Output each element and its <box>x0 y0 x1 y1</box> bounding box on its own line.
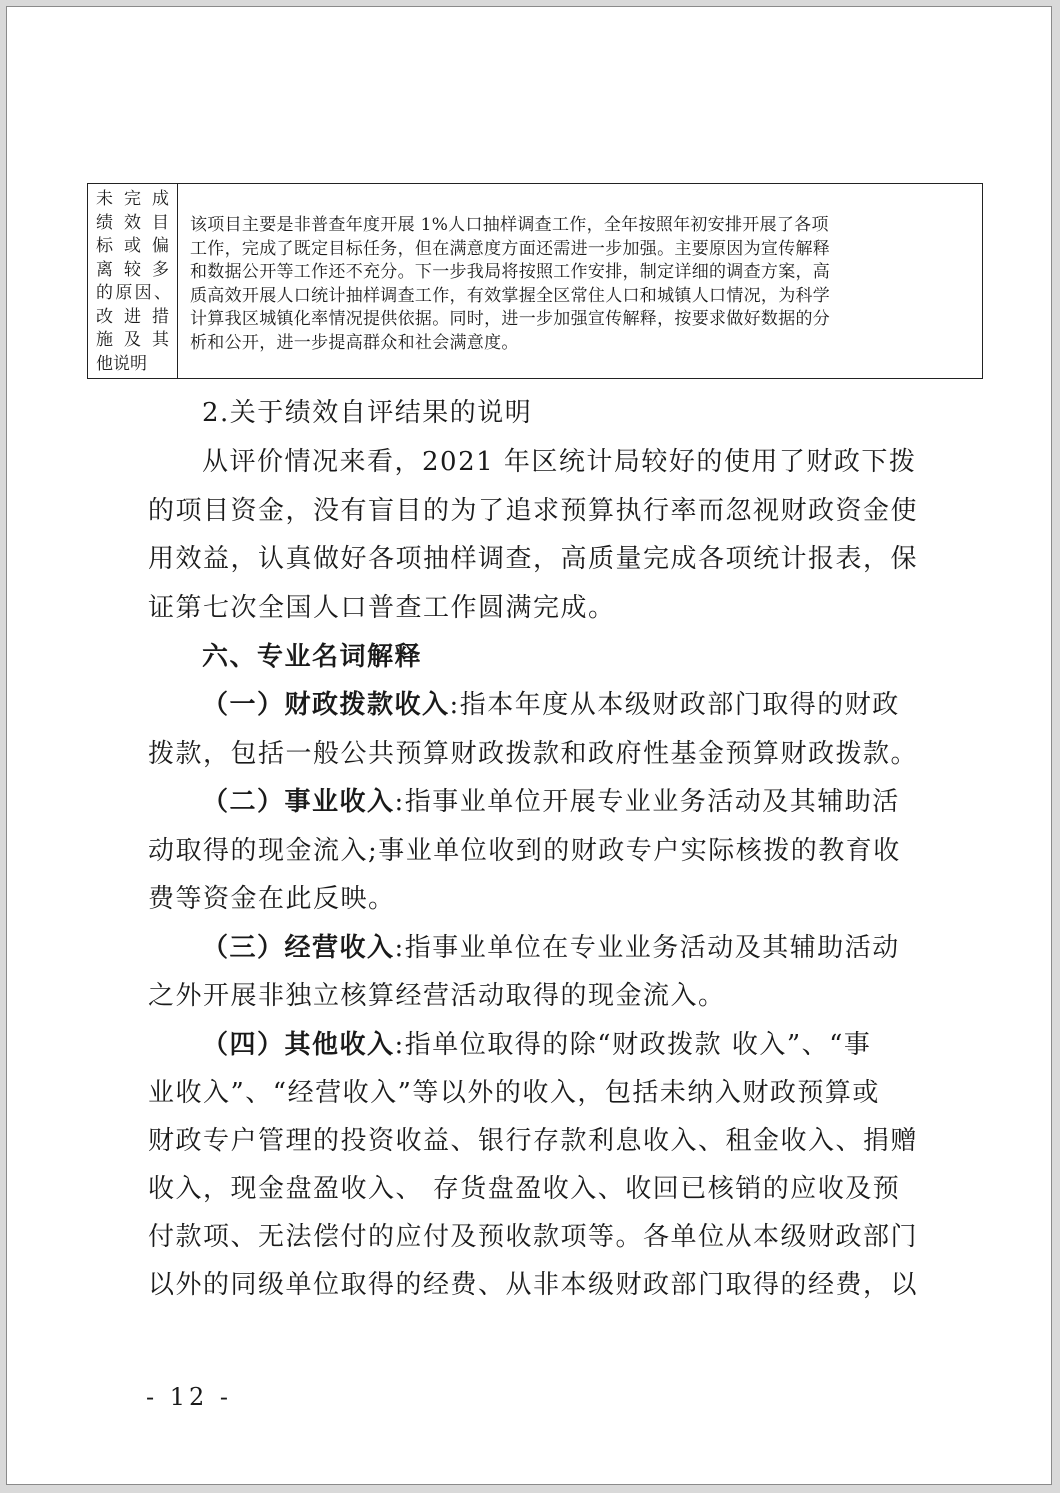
label-line: 施及其 <box>96 330 171 350</box>
definition-line <box>202 1024 871 1061</box>
definition-text: :指事业单位在专业业务活动及其辅助活动 <box>394 933 900 963</box>
paragraph-line: 从评价情况来看，2021 年区统计局较好的使用了财政下拨 <box>202 447 917 477</box>
definition-term: （四）其他收入 <box>202 1030 395 1060</box>
content-line: 工作，完成了既定目标任务，但在满意度方面还需进一步加强。主要原因为宣传解释 <box>190 238 831 259</box>
label-line: 绩效目 <box>96 212 171 233</box>
paragraph-line: 业收入”、“经营收入”等以外的收入，包括未纳入财政预算或 <box>148 1078 880 1108</box>
definition-text: :指事业单位开展专业业务活动及其辅助活 <box>394 787 900 817</box>
paragraph-line: 之外开展非独立核算经营活动取得的现金流入。 <box>148 981 726 1011</box>
definition-line <box>202 684 900 721</box>
explanation-table <box>87 183 983 379</box>
paragraph-line: 以外的同级单位取得的经费、从非本级财政部门取得的经费，以 <box>148 1270 919 1300</box>
content-line: 质高效开展人口统计抽样调查工作，有效掌握全区常住人口和城镇人口情况，为科学 <box>190 285 831 306</box>
page-number: - 12 - <box>146 1383 233 1411</box>
label-line: 他说明 <box>96 353 147 374</box>
label-line: 改进措 <box>96 306 171 327</box>
label-line: 标或偏 <box>96 236 171 256</box>
content-line: 该项目主要是非普查年度开展 1%人口抽样调查工作，全年按照年初安排开展了各项 <box>190 215 829 235</box>
definition-term: （二）事业收入 <box>202 787 395 817</box>
definition-text: :指本年度从本级财政部门取得的财政 <box>449 690 900 720</box>
content-line: 和数据公开等工作还不充分。下一步我局将按照工作安排，制定详细的调查方案，高 <box>190 262 831 282</box>
table-content-cell <box>178 184 982 378</box>
paragraph-line: 证第七次全国人口普查工作圆满完成。 <box>148 593 616 623</box>
paragraph-line: 动取得的现金流入;事业单位收到的财政专户实际核拨的教育收 <box>148 836 901 866</box>
paragraph-line: 拨款，包括一般公共预算财政拨款和政府性基金预算财政拨款。 <box>148 739 919 769</box>
paragraph-line: 财政专户管理的投资收益、银行存款利息收入、租金收入、捐赠 <box>148 1126 919 1156</box>
label-line: 离较多 <box>96 259 171 280</box>
table-label-cell <box>88 184 178 378</box>
paragraph-line: 的项目资金，没有盲目的为了追求预算执行率而忽视财政资金使 <box>148 496 919 526</box>
definition-text: :指单位取得的除“财政拨款 收入”、“事 <box>394 1030 872 1060</box>
paragraph-line: 用效益，认真做好各项抽样调查，高质量完成各项统计报表，保 <box>148 544 919 574</box>
paragraph-line: 付款项、无法偿付的应付及预收款项等。各单位从本级财政部门 <box>148 1222 919 1252</box>
paragraph-line: 费等资金在此反映。 <box>148 884 396 914</box>
content-line: 计算我区城镇化率情况提供依据。同时，进一步加强宣传解释，按要求做好数据的分 <box>190 309 831 329</box>
section-heading: 六、专业名词解释 <box>202 642 423 672</box>
definition-line <box>202 927 900 964</box>
label-line: 未完成 <box>96 189 171 209</box>
label-line: 的原因、 <box>96 283 171 303</box>
section-heading: 2.关于绩效自评结果的说明 <box>202 398 533 428</box>
definition-line <box>202 781 900 818</box>
definition-term: （三）经营收入 <box>202 933 395 963</box>
paragraph-line: 收入，现金盘盈收入、 存货盘盈收入、收回已核销的应收及预 <box>148 1174 901 1204</box>
content-line: 析和公开，进一步提高群众和社会满意度。 <box>190 332 519 353</box>
definition-term: （一）财政拨款收入 <box>202 690 450 720</box>
